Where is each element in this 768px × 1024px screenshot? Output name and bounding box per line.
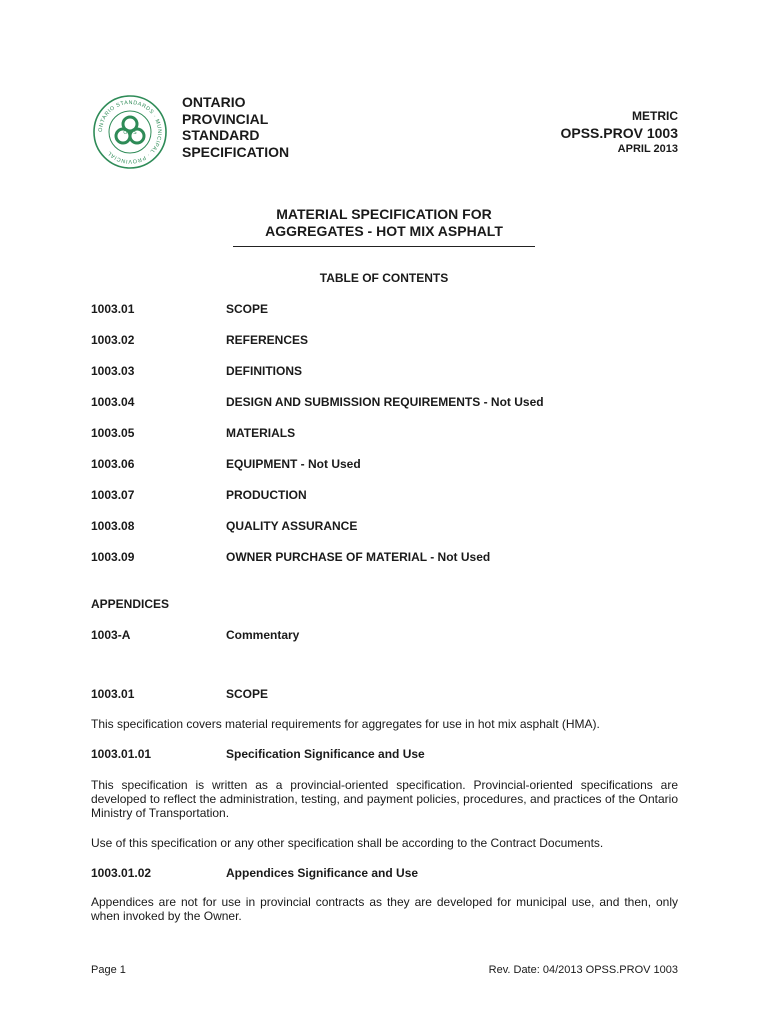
appendices-paragraph: Appendices are not for use in provincial contracts as they are developed for municipal use, and then, only when invoked by the Owner. xyxy=(91,895,678,923)
toc-number: 1003.07 xyxy=(91,488,135,502)
subsection-label: Specification Significance and Use xyxy=(226,747,425,761)
toc-heading: TABLE OF CONTENTS xyxy=(319,271,449,285)
appendices-heading: APPENDICES xyxy=(91,597,170,611)
seal-ring-text: ONTARIO STANDARDS · MUNICIPAL · PROVINCIAL xyxy=(97,99,163,165)
contract-paragraph: Use of this specification or any other specification shall be according to the Contract Documents. xyxy=(91,836,604,850)
toc-item xyxy=(91,488,544,519)
toc-number: 1003.06 xyxy=(91,457,135,471)
toc-label: DEFINITIONS xyxy=(226,364,303,378)
spec-code: OPSS.PROV 1003 xyxy=(560,125,678,141)
toc-item xyxy=(91,457,544,488)
appendix-label: Commentary xyxy=(226,628,300,642)
subsection-number: 1003.01.02 xyxy=(91,866,152,880)
appendix-item xyxy=(91,628,299,642)
toc-number: 1003.05 xyxy=(91,426,135,440)
significance-paragraph: This specification is written as a provincial-oriented specification. Provincial-oriented specifications are developed to reflect the administration, testing, and payment policies, procedures, and practices of the Ontario Ministry of Transportation. xyxy=(91,778,678,820)
toc-number: 1003.08 xyxy=(91,519,135,533)
agency-line: ONTARIO xyxy=(182,94,246,110)
spec-meta xyxy=(560,109,678,156)
scope-paragraph: This specification covers material requirements for aggregates for use in hot mix asphalt (HMA). xyxy=(91,717,600,731)
agency-line: SPECIFICATION xyxy=(182,143,290,160)
toc-item xyxy=(91,426,544,457)
revision-date: Rev. Date: 04/2013 OPSS.PROV 1003 xyxy=(488,964,678,976)
subsection-number: 1003.01.01 xyxy=(91,747,152,761)
toc-item xyxy=(91,364,544,395)
toc-number: 1003.09 xyxy=(91,550,135,564)
toc-number: 1003.02 xyxy=(91,333,135,347)
toc-item xyxy=(91,395,544,426)
toc-item xyxy=(91,333,544,364)
title-line: MATERIAL SPECIFICATION FOR xyxy=(276,206,492,222)
agency-line: PROVINCIAL xyxy=(182,110,269,127)
toc-number: 1003.03 xyxy=(91,364,135,378)
subsection-heading xyxy=(91,747,425,761)
spec-date: APRIL 2013 xyxy=(617,143,678,155)
section-label: SCOPE xyxy=(226,687,269,701)
document-title xyxy=(0,206,768,240)
table-of-contents xyxy=(91,302,544,581)
ops-logo-seal xyxy=(92,94,168,170)
toc-label: OWNER PURCHASE OF MATERIAL - Not Used xyxy=(226,550,491,564)
toc-label: SCOPE xyxy=(226,302,269,316)
toc-number: 1003.01 xyxy=(91,302,135,316)
toc-label: DESIGN AND SUBMISSION REQUIREMENTS - Not Used xyxy=(226,395,544,409)
agency-name xyxy=(182,94,289,160)
title-underline xyxy=(233,246,535,247)
section-heading-scope xyxy=(91,687,268,701)
toc-item xyxy=(91,550,544,581)
agency-line: STANDARD xyxy=(182,127,260,143)
toc-item xyxy=(91,302,544,333)
toc-item xyxy=(91,519,544,550)
toc-label: MATERIALS xyxy=(226,426,296,440)
seal-center-text: O P S xyxy=(123,130,137,136)
title-line: AGGREGATES - HOT MIX ASPHALT xyxy=(265,223,503,239)
toc-number: 1003.04 xyxy=(91,395,135,409)
toc-label: EQUIPMENT - Not Used xyxy=(226,457,361,471)
toc-label: REFERENCES xyxy=(226,333,309,347)
toc-label: PRODUCTION xyxy=(226,488,307,502)
metric-label: METRIC xyxy=(632,109,678,123)
subsection-heading xyxy=(91,866,418,880)
subsection-label: Appendices Significance and Use xyxy=(226,866,419,880)
page-number: Page 1 xyxy=(91,964,126,976)
appendix-number: 1003-A xyxy=(91,628,131,642)
toc-label: QUALITY ASSURANCE xyxy=(226,519,358,533)
section-number: 1003.01 xyxy=(91,687,135,701)
